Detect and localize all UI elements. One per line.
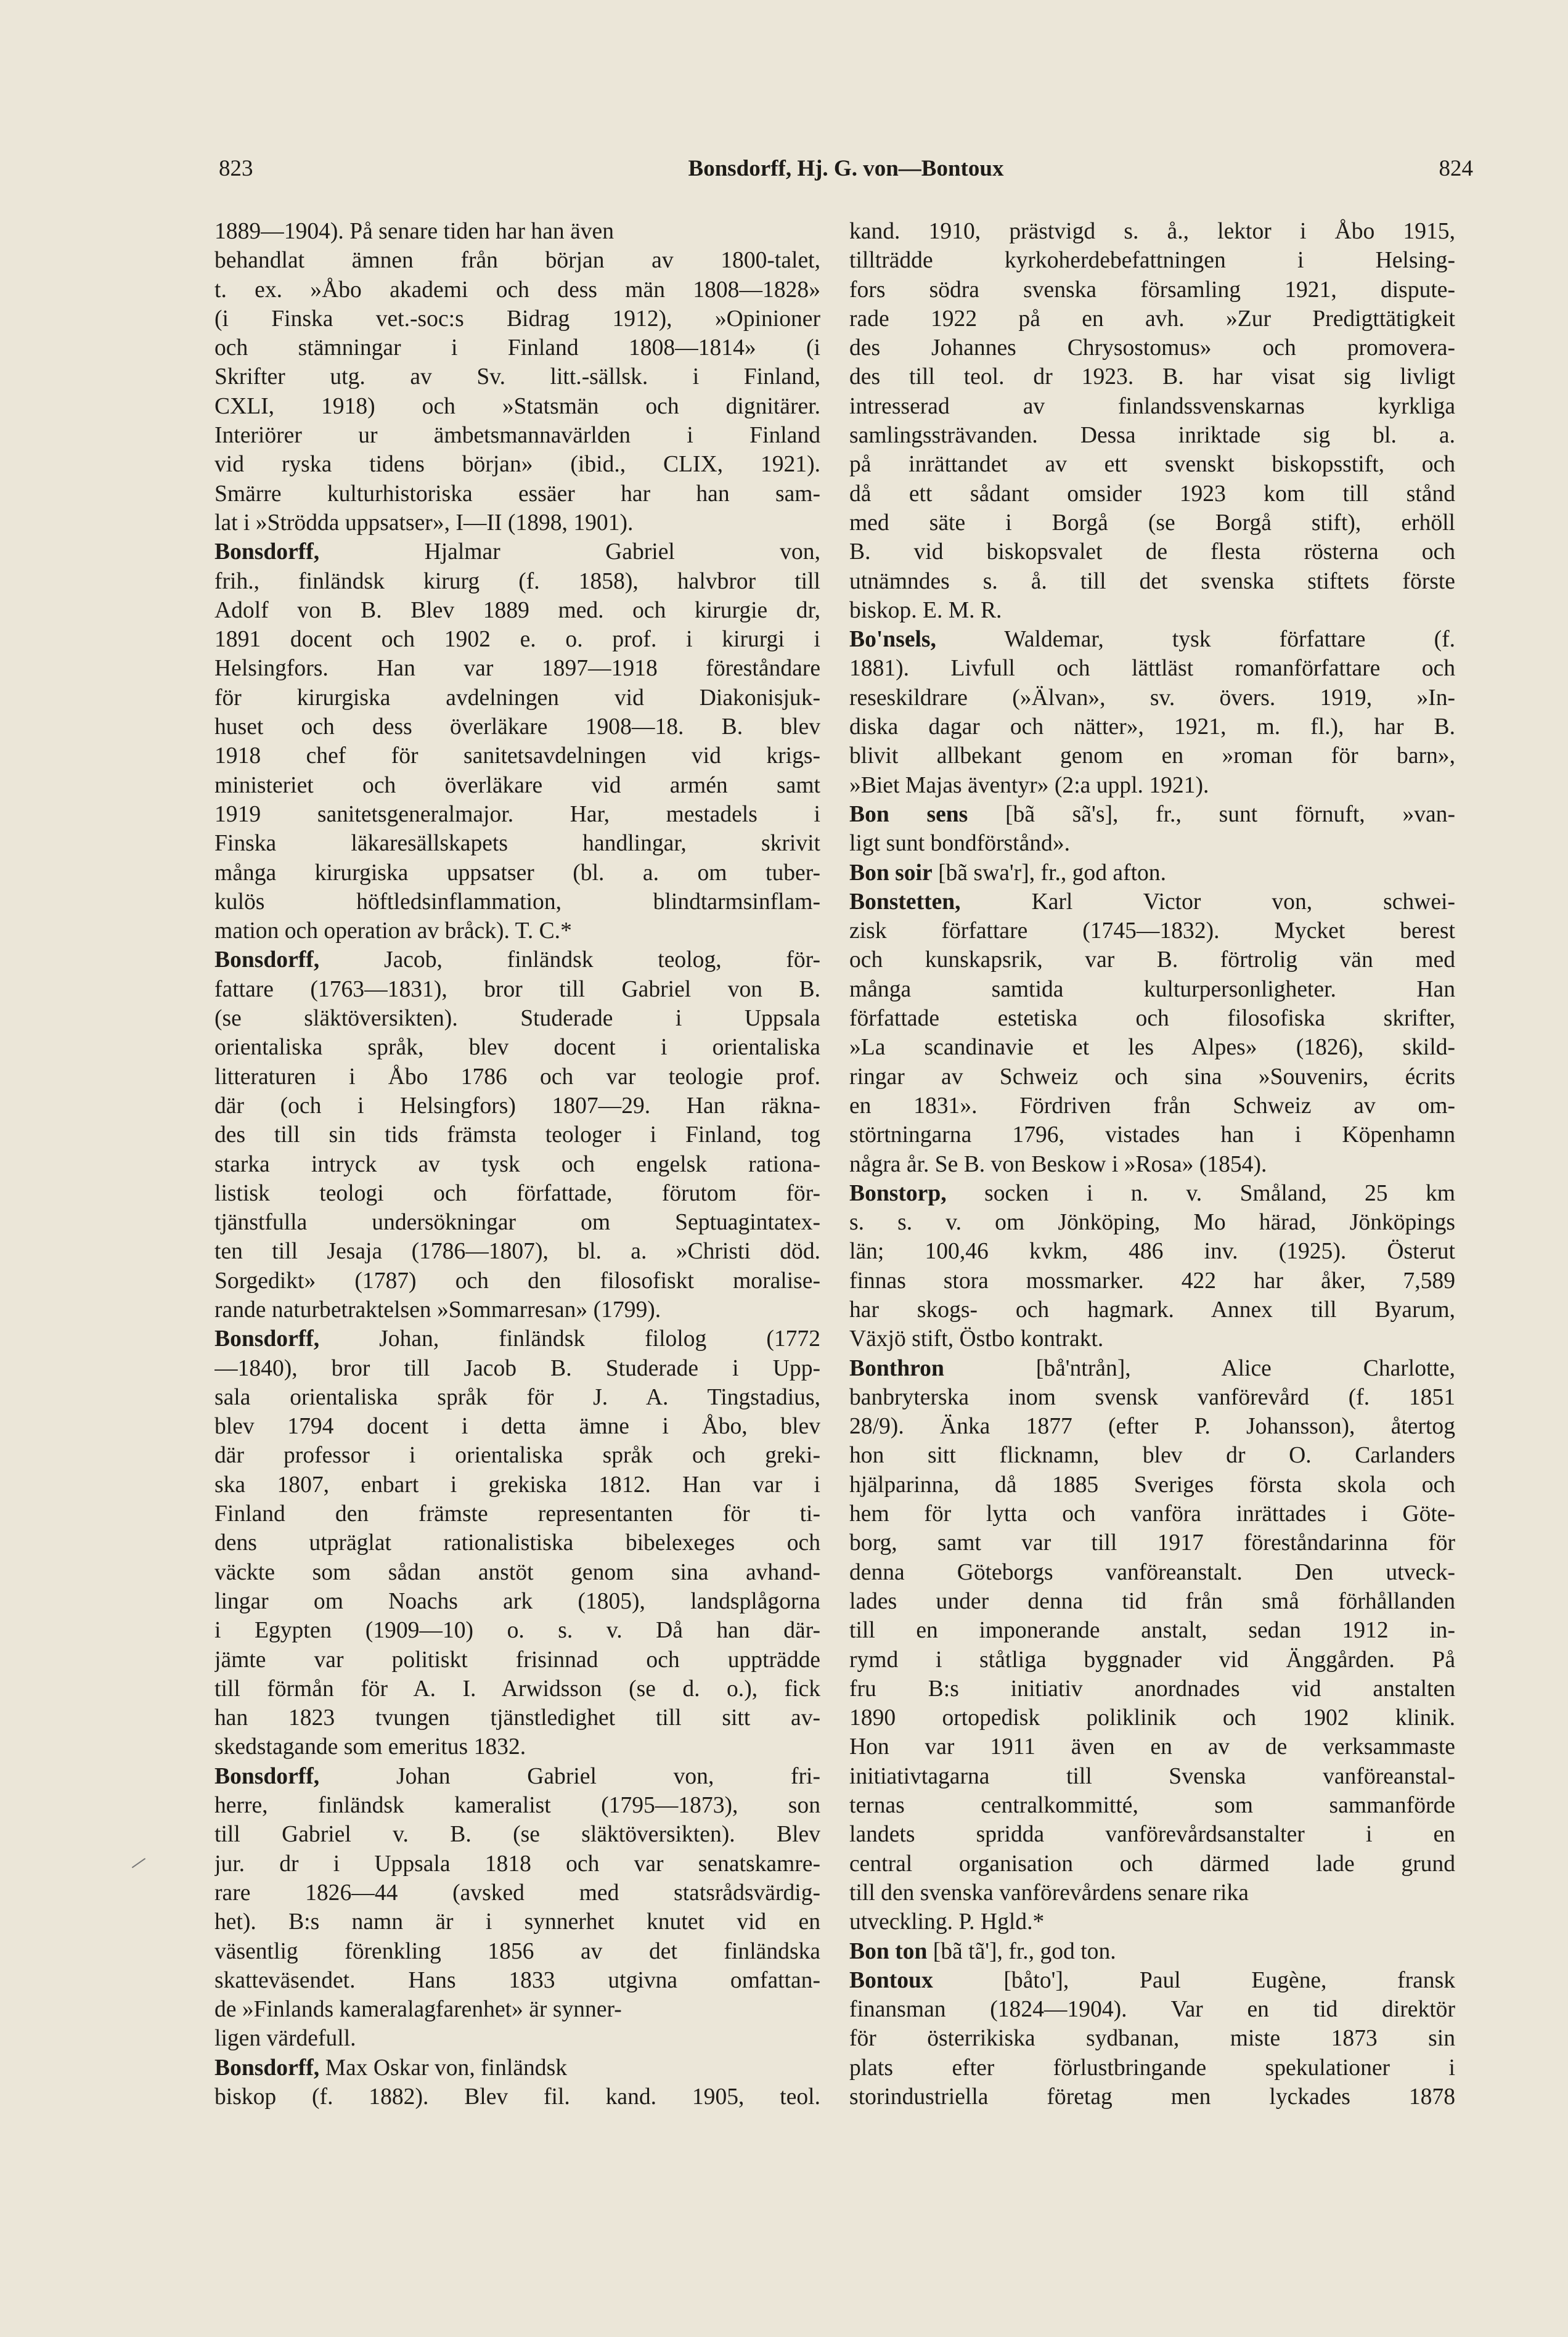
- text-line: många kirurgiska uppsatser (bl. a. om tuber-: [214, 860, 820, 886]
- text-line: Bon soir [bã swa'r], fr., god afton.: [849, 860, 1166, 886]
- text-line: fors södra svenska församling 1921, dispute-: [849, 277, 1455, 303]
- text-line: blivit allbekant genom en »roman för barn»,: [849, 743, 1455, 769]
- text-line: rande naturbetraktelsen »Sommarresan» (1799).: [214, 1297, 661, 1323]
- text-line: Skrifter utg. av Sv. litt.-sällsk. i Finland,: [214, 364, 820, 390]
- text-line: de »Finlands kameralagfarenhet» är synner-: [214, 1997, 622, 2023]
- text-line: samlingssträvanden. Dessa inriktade sig bl. a.: [849, 423, 1455, 449]
- page-number-left: 823: [219, 156, 253, 181]
- text-line: för österrikiska sydbanan, miste 1873 sin: [849, 2026, 1455, 2052]
- right-column: [849, 217, 1455, 2111]
- text-line: plats efter förlustbringande spekulationer i: [849, 2055, 1455, 2081]
- text-line: Bonthron [bå'ntrån], Alice Charlotte,: [849, 1355, 1455, 1381]
- text-line: jämte var politiskt frisinnad och uppträdde: [214, 1647, 820, 1673]
- text-line: central organisation och därmed lade grund: [849, 1851, 1455, 1877]
- text-line: fattare (1763—1831), bror till Gabriel von B.: [214, 976, 820, 1002]
- text-line: ringar av Schweiz och sina »Souvenirs, écrits: [849, 1064, 1455, 1090]
- text-line: »La scandinavie et les Alpes» (1826), skild-: [849, 1035, 1455, 1061]
- text-line: ternas centralkommitté, som sammanförde: [849, 1793, 1455, 1819]
- text-line: het). B:s namn är i synnerhet knutet vid en: [214, 1909, 820, 1935]
- text-line: lades under denna tid från små förhållanden: [849, 1588, 1455, 1614]
- text-line: skatteväsendet. Hans 1833 utgivna omfattan-: [214, 1967, 820, 1993]
- text-line: des till sin tids främsta teologer i Finland, tog: [214, 1122, 820, 1148]
- text-line: blev 1794 docent i detta ämne i Åbo, blev: [214, 1414, 820, 1440]
- text-line: —1840), bror till Jacob B. Studerade i Upp-: [214, 1355, 820, 1381]
- text-line: 1890 ortopedisk poliklinik och 1902 klinik.: [849, 1705, 1455, 1731]
- text-line: lat i »Strödda uppsatser», I—II (1898, 1901).: [214, 510, 634, 536]
- text-line: borg, samt var till 1917 föreståndarinna för: [849, 1530, 1455, 1556]
- text-line: des Johannes Chrysostomus» och promovera-: [849, 335, 1455, 361]
- text-line: Finska läkaresällskapets handlingar, skrivit: [214, 831, 820, 857]
- text-line: zisk författare (1745—1832). Mycket berest: [849, 918, 1455, 944]
- text-line: 1889—1904). På senare tiden har han även: [214, 219, 615, 244]
- text-line: B. vid biskopsvalet de flesta rösterna och: [849, 539, 1455, 565]
- text-line: till en imponerande anstalt, sedan 1912 in-: [849, 1618, 1455, 1644]
- text-line: Adolf von B. Blev 1889 med. och kirurgie dr,: [214, 597, 820, 623]
- text-line: 1881). Livfull och lättläst romanförfattare och: [849, 656, 1455, 682]
- text-line: litteraturen i Åbo 1786 och var teologie prof.: [214, 1064, 820, 1090]
- text-line: till förmån för A. I. Arwidsson (se d. o.), fick: [214, 1676, 820, 1702]
- text-line: kulös höftledsinflammation, blindtarmsinflam-: [214, 889, 820, 915]
- text-line: biskop. E. M. R.: [849, 597, 1002, 623]
- text-line: har skogs- och hagmark. Annex till Byarum,: [849, 1297, 1455, 1323]
- left-column: [214, 217, 820, 2111]
- text-line: listisk teologi och författade, förutom för-: [214, 1180, 820, 1206]
- text-line: dens utpräglat rationalistiska bibelexeges och: [214, 1530, 820, 1556]
- text-line: Sorgedikt» (1787) och den filosofiskt moralise-: [214, 1268, 820, 1294]
- running-head: Bonsdorff, Hj. G. von—Bontoux: [688, 156, 1004, 181]
- text-line: då ett sådant omsider 1923 kom till stånd: [849, 481, 1455, 507]
- text-line: jur. dr i Uppsala 1818 och var senatskamre-: [214, 1851, 820, 1877]
- text-line: en 1831». Fördriven från Schweiz av om-: [849, 1093, 1455, 1119]
- text-line: t. ex. »Åbo akademi och dess män 1808—1828»: [214, 277, 820, 303]
- text-line: Bo'nsels, Waldemar, tysk författare (f.: [849, 627, 1455, 653]
- text-line: reseskildrare (»Älvan», sv. övers. 1919, »In-: [849, 685, 1455, 711]
- text-line: Bonsdorff, Johan Gabriel von, fri-: [214, 1763, 820, 1789]
- text-line: lingar om Noachs ark (1805), landsplågorna: [214, 1588, 820, 1614]
- text-line: orientaliska språk, blev docent i orientaliska: [214, 1035, 820, 1061]
- text-line: mation och operation av bråck). T. C.*: [214, 918, 572, 944]
- text-line: skedstagande som emeritus 1832.: [214, 1734, 526, 1760]
- text-line: landets spridda vanförevårdsanstalter i en: [849, 1822, 1455, 1848]
- text-line: Smärre kulturhistoriska essäer har han sam-: [214, 481, 820, 507]
- text-line: (se släktöversikten). Studerade i Uppsala: [214, 1006, 820, 1032]
- text-line: några år. Se B. von Beskow i »Rosa» (1854).: [849, 1151, 1267, 1177]
- text-line: intresserad av finlandssvenskarnas kyrkliga: [849, 393, 1455, 419]
- text-line: på inrättandet av ett svenskt biskopsstift, och: [849, 452, 1455, 478]
- text-line: behandlat ämnen från början av 1800-talet,: [214, 248, 820, 274]
- page-header: [219, 155, 1473, 192]
- text-line: hon sitt flicknamn, blev dr O. Carlanders: [849, 1443, 1455, 1469]
- text-line: rade 1922 på en avh. »Zur Predigttätigkeit: [849, 306, 1455, 332]
- text-line: Bonsdorff, Hjalmar Gabriel von,: [214, 539, 820, 565]
- text-line: till Gabriel v. B. (se släktöversikten). Blev: [214, 1822, 820, 1848]
- text-line: biskop (f. 1882). Blev fil. kand. 1905, teol.: [214, 2084, 820, 2110]
- text-line: Finland den främste representanten för ti-: [214, 1501, 820, 1527]
- text-line: tjänstfulla undersökningar om Septuagintatex-: [214, 1210, 820, 1236]
- text-line: hjälparinna, då 1885 Sveriges första skola och: [849, 1472, 1455, 1498]
- text-line: Hon var 1911 även en av de verksammaste: [849, 1734, 1455, 1760]
- text-line: initiativtagarna till Svenska vanföreanstal-: [849, 1763, 1455, 1789]
- text-line: ten till Jesaja (1786—1807), bl. a. »Christi död.: [214, 1239, 820, 1265]
- text-line: han 1823 tvungen tjänstledighet till sitt av-: [214, 1705, 820, 1731]
- text-line: »Biet Majas äventyr» (2:a uppl. 1921).: [849, 772, 1209, 798]
- text-line: banbryterska inom svensk vanförevård (f. 1851: [849, 1384, 1455, 1410]
- text-line: CXLI, 1918) och »Statsmän och dignitärer.: [214, 393, 820, 419]
- text-line: diska dagar och nätter», 1921, m. fl.), har B.: [849, 714, 1455, 740]
- text-line: län; 100,46 kvkm, 486 inv. (1925). Österut: [849, 1239, 1455, 1265]
- text-line: hem för lytta och vanföra inrättades i Göte-: [849, 1501, 1455, 1527]
- text-line: utveckling. P. Hgld.*: [849, 1909, 1045, 1935]
- text-line: kand. 1910, prästvigd s. å., lektor i Åbo 1915,: [849, 219, 1455, 244]
- text-line: finnas stora mossmarker. 422 har åker, 7,589: [849, 1268, 1455, 1294]
- text-line: författade estetiska och filosofiska skrifter,: [849, 1006, 1455, 1032]
- text-line: ligt sunt bondförstånd».: [849, 831, 1071, 857]
- text-line: rymd i ståtliga byggnader vid Änggården. På: [849, 1647, 1455, 1673]
- text-line: Bonstetten, Karl Victor von, schwei-: [849, 889, 1455, 915]
- text-line: där (och i Helsingfors) 1807—29. Han räkna-: [214, 1093, 820, 1119]
- text-line: ligen värdefull.: [214, 2026, 356, 2052]
- text-line: för kirurgiska avdelningen vid Diakonisjuk-: [214, 685, 820, 711]
- text-line: tillträdde kyrkoherdebefattningen i Helsing-: [849, 248, 1455, 274]
- text-line: 1918 chef för sanitetsavdelningen vid krigs-: [214, 743, 820, 769]
- text-line: starka intryck av tysk och engelsk rationa-: [214, 1151, 820, 1177]
- text-line: huset och dess överläkare 1908—18. B. blev: [214, 714, 820, 740]
- text-line: sala orientaliska språk för J. A. Tingstadius,: [214, 1384, 820, 1410]
- text-line: ministeriet och överläkare vid armén samt: [214, 772, 820, 798]
- text-line: 1919 sanitetsgeneralmajor. Har, mestadels i: [214, 801, 820, 827]
- text-line: väckte som sådan anstöt genom sina avhand-: [214, 1559, 820, 1585]
- text-line: ska 1807, enbart i grekiska 1812. Han var i: [214, 1472, 820, 1498]
- text-line: storindustriella företag men lyckades 1878: [849, 2084, 1455, 2110]
- text-line: herre, finländsk kameralist (1795—1873), son: [214, 1793, 820, 1819]
- text-line: Bonsdorff, Jacob, finländsk teolog, för-: [214, 947, 820, 973]
- text-line: Bontoux [båto'], Paul Eugène, fransk: [849, 1967, 1455, 1993]
- text-line: Bonstorp, socken i n. v. Småland, 25 km: [849, 1180, 1455, 1206]
- text-line: väsentlig förenkling 1856 av det finländska: [214, 1938, 820, 1964]
- text-line: Interiörer ur ämbetsmannavärlden i Finland: [214, 423, 820, 449]
- text-line: till den svenska vanförevårdens senare rika: [849, 1880, 1249, 1906]
- text-line: utnämndes s. å. till det svenska stiftets förste: [849, 568, 1455, 594]
- text-line: Bonsdorff, Max Oskar von, finländsk: [214, 2055, 567, 2081]
- text-line: denna Göteborgs vanföreanstalt. Den utveck-: [849, 1559, 1455, 1585]
- text-line: frih., finländsk kirurg (f. 1858), halvbror till: [214, 568, 820, 594]
- margin-pencil-mark: [132, 1858, 145, 1869]
- text-line: vid ryska tidens början» (ibid., CLIX, 1921).: [214, 452, 820, 478]
- text-line: s. s. v. om Jönköping, Mo härad, Jönköpings: [849, 1210, 1455, 1236]
- text-line: (i Finska vet.-soc:s Bidrag 1912), »Opinioner: [214, 306, 820, 332]
- text-line: Bonsdorff, Johan, finländsk filolog (1772: [214, 1326, 820, 1352]
- text-line: fru B:s initiativ anordnades vid anstalten: [849, 1676, 1455, 1702]
- text-line: och kunskapsrik, var B. förtrolig vän med: [849, 947, 1455, 973]
- text-line: rare 1826—44 (avsked med statsrådsvärdig-: [214, 1880, 820, 1906]
- text-line: många samtida kulturpersonligheter. Han: [849, 976, 1455, 1002]
- text-line: des till teol. dr 1923. B. har visat sig livligt: [849, 364, 1455, 390]
- text-line: finansman (1824—1904). Var en tid direktör: [849, 1997, 1455, 2023]
- text-line: och stämningar i Finland 1808—1814» (i: [214, 335, 820, 361]
- text-line: 1891 docent och 1902 e. o. prof. i kirurgi i: [214, 627, 820, 653]
- text-line: störtningarna 1796, vistades han i Köpenhamn: [849, 1122, 1455, 1148]
- page-number-right: 824: [1439, 156, 1473, 181]
- text-line: i Egypten (1909—10) o. s. v. Då han där-: [214, 1618, 820, 1644]
- text-line: Bon sens [bã sã's], fr., sunt förnuft, »van-: [849, 801, 1455, 827]
- text-line: med säte i Borgå (se Borgå stift), erhöll: [849, 510, 1455, 536]
- text-line: Växjö stift, Östbo kontrakt.: [849, 1326, 1104, 1352]
- text-line: Helsingfors. Han var 1897—1918 föreståndare: [214, 656, 820, 682]
- text-line: Bon ton [bã tã'], fr., god ton.: [849, 1938, 1116, 1964]
- text-line: 28/9). Änka 1877 (efter P. Johansson), återtog: [849, 1414, 1455, 1440]
- text-line: där professor i orientaliska språk och greki-: [214, 1443, 820, 1469]
